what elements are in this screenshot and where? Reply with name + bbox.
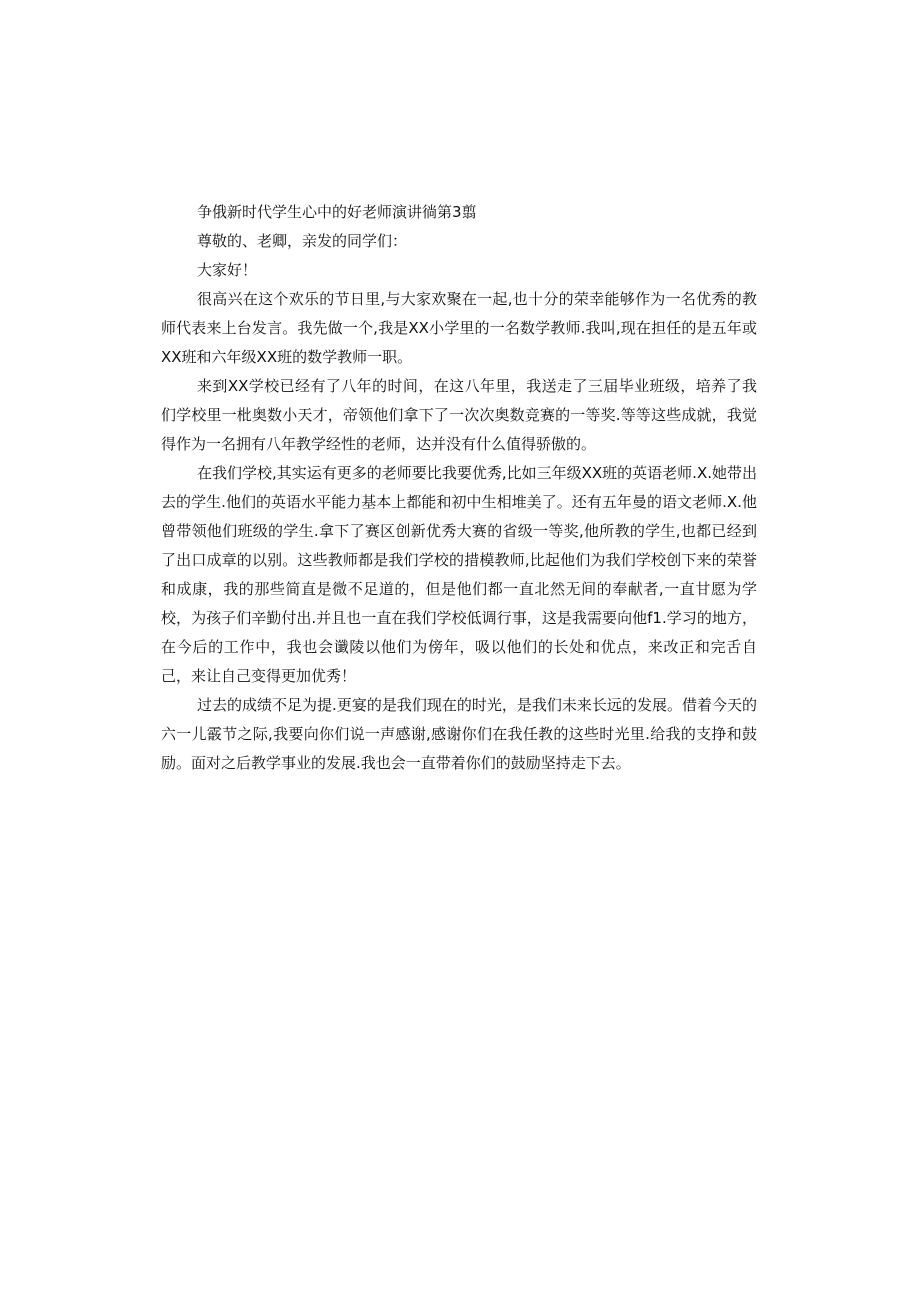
- paragraph-4: 过去的成绩不足为提.更宴的是我们现在的时光，是我们未来长远的发展。借着今天的六一儿霰节之际,我要向你们说一声感谢,感谢你们在我任教的这些时光里.给我的支挣和鼓励。面对之后教学事业的发展.我也会一直带着你们的鼓励坚持走下去。: [161, 696, 757, 772]
- document-title: 争俄新时代学生心中的好老师演讲徜第3翦: [197, 203, 477, 221]
- greeting: 大家好！: [197, 261, 258, 279]
- salutation: 尊敬的、老卿，亲发的同学们：: [197, 232, 408, 250]
- paragraph-2: 来到XX学校已经有了八年的时间，在这八年里，我送走了三届毕业班级，培养了我们学校里一枇奥数小天才，帝领他们拿下了一次次奥数竞赛的一等奖.等等这些成就，我觉得作为一名拥有八年教学经性的老师，达并没有什么值得骄傲的。: [161, 377, 757, 453]
- paragraph-3: 在我们学校,其实运有更多的老师要比我要优秀,比如三年级XX班的英语老师.X.她带出去的学生.他们的英语水平能力基本上都能和初中生相堆美了。还有五年曼的语文老师.X.他曾带领他们班级的学生.拿下了赛区创新优秀大赛的省级一等奖,他所教的学生,也都已经到了出口成章的以别。这些教师都是我们学校的措模教师,比起他们为我们学校创下来的荣誉和成康，我的那些简直是微不足道的，但是他们都一直北然无间的奉献者,一直甘愿为学校，为孩子们辛勤付出.并且也一直在我们学校低调行事，这是我需要向他f1.学习的地方，在今后的工作中，我也会谶陵以他们为傍年，吸以他们的长处和优点，来改正和完舌自己，来让自己变得更加优秀！: [161, 464, 757, 685]
- document-body: [161, 198, 757, 778]
- paragraph-1: 很高兴在这个欢乐的节日里,与大家欢聚在一起,也十分的荣幸能够作为一名优秀的教师代表来上台发言。我先做一个,我是XX小学里的一名数学教师.我叫,现在担任的是五年或XX班和六年级XX班的数学教师一职。: [161, 290, 757, 366]
